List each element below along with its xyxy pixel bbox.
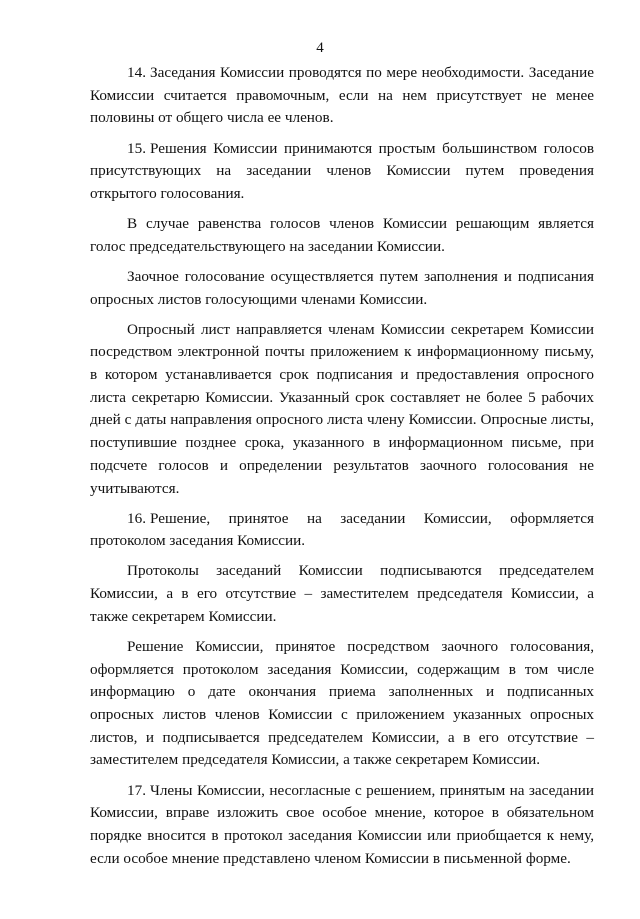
paragraph-17 <box>90 780 594 871</box>
paragraph-number: 17. <box>127 781 146 799</box>
paragraph-text: Заочное голосование осуществляется путем заполнения и подписания опросных листов голосующими членами Комиссии. <box>90 267 594 308</box>
paragraph-text: Протоколы заседаний Комиссии подписываются председателем Комиссии, а в его отсутствие – заместителем председателя Комиссии, а также секретарем Комиссии. <box>90 562 594 625</box>
document-body <box>90 62 594 870</box>
paragraph-number: 16. <box>127 509 146 527</box>
paragraph-14 <box>90 62 594 130</box>
paragraph-tie-vote <box>90 213 594 258</box>
paragraph-number: 15. <box>127 139 146 157</box>
paragraph-text: Опросный лист направляется членам Комиссии секретарем Комиссии посредством электронной почты приложением к информационному письму, в котором устанавливается срок подписания и предоставления опросного листа секретарю Комиссии. Указанный срок составляет не более 5 рабочих дней с даты направления опросного листа члену Комиссии. Опросные листы, поступившие позднее срока, указанного в информационном письме, при подсчете голосов и определении результатов заочного голосования не учитываются. <box>90 320 594 497</box>
paragraph-text: Решение, принятое на заседании Комиссии, оформляется протоколом заседания Комиссии. <box>90 509 594 550</box>
paragraph-16 <box>90 508 594 553</box>
paragraph-questionnaire <box>90 319 594 501</box>
paragraph-15 <box>90 138 594 206</box>
paragraph-text: Решения Комиссии принимаются простым большинством голосов присутствующих на заседании членов Комиссии путем проведения открытого голосования. <box>90 139 594 202</box>
paragraph-text: Решение Комиссии, принятое посредством заочного голосования, оформляется протоколом заседания Комиссии, содержащим в том числе информацию о дате окончания приема заполненных и подписанных опросных листов членов Комиссии с приложением указанных опросных листов, и подписывается председателем Комиссии, а в его отсутствие – заместителем председателя Комиссии, а также секретарем Комиссии. <box>90 637 594 769</box>
paragraph-text: Члены Комиссии, несогласные с решением, принятым на заседании Комиссии, вправе изложить свое особое мнение, которое в обязательном порядке вносится в протокол заседания Комиссии или приобщается к нему, если особое мнение представлено членом Комиссии в письменной форме. <box>90 781 594 867</box>
paragraph-number: 14. <box>127 64 146 81</box>
page-number: 4 <box>316 40 324 56</box>
paragraph-protocols <box>90 560 594 628</box>
paragraph-text: Заседания Комиссии проводятся по мере необходимости. Заседание Комиссии считается правомочным, если на нем присутствует не менее половины от общего числа ее членов. <box>90 64 594 127</box>
paragraph-absentee-vote <box>90 266 594 311</box>
paragraph-text: В случае равенства голосов членов Комиссии решающим является голос председательствующего на заседании Комиссии. <box>90 215 594 255</box>
paragraph-absentee-decision <box>90 636 594 772</box>
